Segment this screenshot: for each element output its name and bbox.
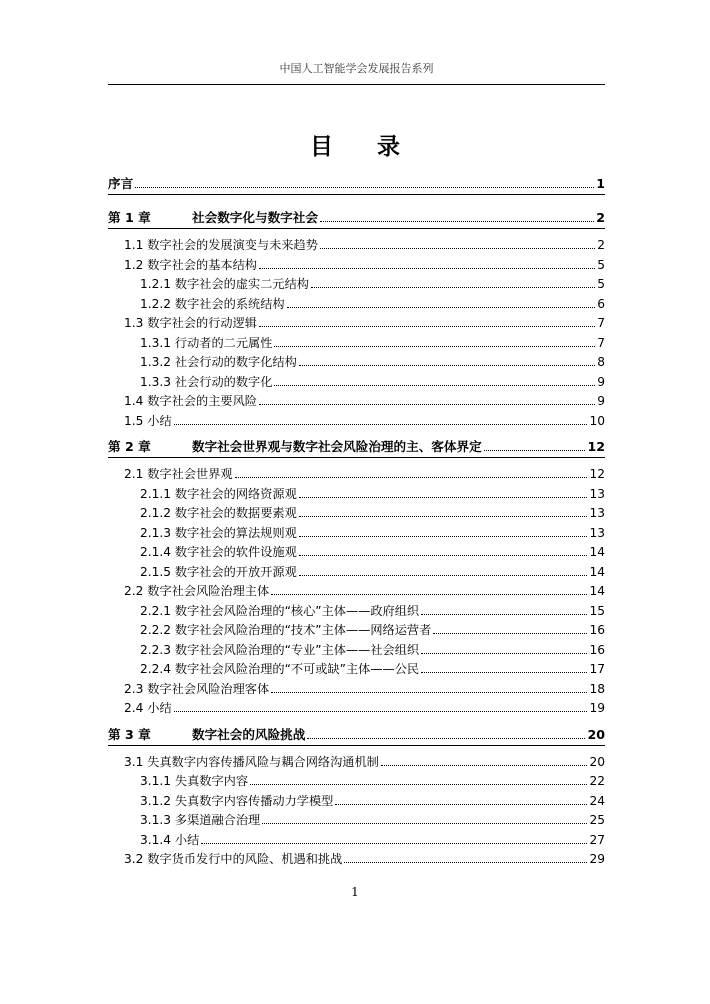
toc-entry-number: 3.1 [124, 754, 144, 769]
toc-page-number: 2 [596, 210, 605, 225]
toc-entry-number: 1.2 [124, 257, 144, 272]
toc-entry[interactable] [108, 769, 605, 789]
toc-entry-number: 1.2.2 [140, 296, 172, 311]
toc-entry-number: 3.1.1 [140, 774, 172, 788]
toc-entry-text: 序言 [108, 176, 134, 191]
toc-entry-text: 数字社会的系统结构 [174, 296, 285, 311]
toc-entry-text: 数字社会风险治理客体 [147, 681, 270, 696]
toc-entry-text: 小结 [174, 832, 200, 847]
toc-entry-number: 2.1.3 [140, 525, 172, 540]
toc-page-number: 1 [596, 176, 605, 191]
toc-entry[interactable] [108, 638, 605, 658]
toc-entry[interactable] [108, 350, 605, 370]
toc-page-number: 5 [597, 257, 605, 272]
toc-entry-text: 数字社会风险治理的“技术”主体——网络运营者 [174, 623, 432, 637]
dot-leader [274, 346, 595, 347]
toc-entry[interactable] [108, 540, 605, 560]
dot-leader [174, 424, 588, 425]
toc-entry-text: 社会行动的数字化结构 [174, 355, 297, 369]
toc-entry-label [124, 257, 257, 273]
toc-entry-label [140, 525, 297, 541]
toc-page-number: 13 [589, 525, 605, 540]
toc-entry[interactable] [108, 696, 605, 716]
toc-page-number: 20 [589, 754, 605, 769]
toc-entry[interactable] [108, 311, 605, 331]
chapter-rule [108, 457, 605, 458]
toc-entry-number: 2.2.4 [140, 662, 172, 676]
dot-leader [344, 862, 587, 863]
toc-page-number: 16 [589, 623, 605, 637]
toc-entry-text: 数字货币发行中的风险、机遇和挑战 [147, 852, 343, 866]
toc-entry-text: 数字社会的基本结构 [147, 257, 257, 272]
toc-entry-number: 3.1.4 [140, 832, 172, 847]
toc-page-number: 14 [589, 584, 605, 598]
toc-page-number: 20 [587, 726, 605, 742]
toc-entry-label [140, 832, 199, 848]
toc-entry[interactable] [108, 750, 605, 770]
chapter-rule [108, 745, 605, 746]
toc-page-number: 10 [589, 413, 605, 428]
toc-entry[interactable] [108, 808, 605, 828]
toc-chapter-entry[interactable] [108, 435, 605, 455]
toc-page-number: 9 [597, 374, 605, 389]
dot-leader [421, 614, 587, 615]
toc-entry-text: 小结 [147, 701, 172, 715]
toc-entry-number: 第 3 章 [108, 726, 151, 742]
toc-entry-text: 数字社会的行动逻辑 [147, 316, 257, 330]
toc-entry-label [124, 466, 233, 482]
toc-entry-text: 数字社会的发展演变与未来趋势 [147, 238, 318, 252]
dot-leader [174, 711, 588, 712]
toc-entry-number: 3.1.2 [140, 793, 172, 808]
toc-page-number: 17 [589, 662, 605, 676]
toc-page-number: 6 [597, 296, 605, 311]
toc-entry-label [140, 335, 272, 351]
toc-page-number: 14 [589, 545, 605, 559]
toc-page-number: 13 [589, 486, 605, 501]
toc-page-number: 8 [597, 355, 605, 369]
toc-entry[interactable] [108, 482, 605, 502]
dot-leader [299, 516, 588, 517]
toc-page-number: 5 [597, 277, 605, 291]
toc-entry-label [108, 210, 318, 226]
dot-leader [335, 804, 587, 805]
toc-entry-label [108, 727, 305, 743]
toc-entry-label [140, 544, 297, 560]
toc-entry-text: 数字社会的网络资源观 [174, 486, 297, 501]
header-rule [108, 84, 605, 85]
toc-entry-label [140, 276, 309, 292]
toc-entry[interactable] [108, 501, 605, 521]
toc-entry[interactable] [108, 272, 605, 292]
toc-entry-label [140, 773, 248, 789]
toc-entry-label [124, 700, 172, 716]
dot-leader [259, 268, 595, 269]
toc-entry-label [140, 661, 419, 677]
toc-page-number: 29 [589, 852, 605, 866]
toc-entry[interactable] [108, 409, 605, 429]
toc-entry-label [140, 603, 419, 619]
toc-entry[interactable] [108, 253, 605, 273]
toc-entry-text: 小结 [147, 413, 172, 428]
toc-entry-text: 行动者的二元属性 [174, 335, 273, 350]
dot-leader [299, 497, 588, 498]
toc-entry-number: 1.3.3 [140, 374, 172, 389]
toc-entry-label [140, 564, 297, 580]
toc-page-number: 18 [589, 681, 605, 696]
toc-entry-number: 2.2 [124, 584, 144, 598]
toc-entry-number: 2.2.2 [140, 623, 172, 637]
toc-entry-text: 数字社会的软件设施观 [174, 545, 297, 559]
toc-entry-label [124, 237, 318, 253]
dot-leader [287, 307, 595, 308]
toc-entry[interactable] [108, 233, 605, 253]
dot-leader [201, 843, 587, 844]
page-number: 1 [351, 885, 359, 899]
toc-entry-number: 3.1.3 [140, 813, 172, 827]
toc-page-number: 13 [589, 506, 605, 520]
toc-entry-label [124, 583, 269, 599]
dot-leader [320, 221, 594, 222]
toc-entry-text: 社会行动的数字化 [174, 374, 273, 389]
dot-leader [271, 594, 587, 595]
toc-entry[interactable] [108, 828, 605, 848]
dot-leader [433, 633, 587, 634]
toc-entry-number: 2.2.3 [140, 642, 172, 657]
toc-entry[interactable] [108, 677, 605, 697]
toc-entry-text: 数字社会风险治理的“核心”主体——政府组织 [174, 603, 420, 618]
toc-page-number: 22 [589, 774, 605, 788]
toc-entry-text: 失真数字内容传播动力学模型 [174, 793, 334, 808]
toc-entry-number: 1.3.2 [140, 355, 172, 369]
toc-entry-label [124, 315, 257, 331]
toc-entry[interactable] [108, 462, 605, 482]
toc-entry-label [124, 393, 257, 409]
toc-chapter-entry[interactable] [108, 723, 605, 743]
toc-page-number: 24 [589, 793, 605, 808]
dot-leader [299, 575, 588, 576]
dot-leader [299, 555, 588, 556]
toc-page-number: 14 [589, 564, 605, 579]
toc-entry[interactable] [108, 521, 605, 541]
toc-entry-label [108, 439, 482, 455]
dot-leader [299, 536, 588, 537]
toc-entry-number: 2.3 [124, 681, 144, 696]
page-title: 目 录 [309, 134, 418, 160]
dot-leader [421, 672, 587, 673]
toc-entry-text: 数字社会世界观与数字社会风险治理的主、客体界定 [192, 439, 482, 454]
dot-leader [262, 823, 587, 824]
toc-entry-text: 数字社会的主要风险 [147, 394, 257, 408]
toc-entry[interactable] [108, 599, 605, 619]
toc-page-number: 25 [589, 813, 605, 827]
toc-entry-text: 失真数字内容 [174, 774, 249, 788]
toc-entry-label [140, 296, 285, 312]
toc-entry[interactable] [108, 389, 605, 409]
toc-entry[interactable] [108, 579, 605, 599]
toc-entry-number: 1.4 [124, 394, 144, 408]
toc-entry-label [140, 486, 297, 502]
toc-entry[interactable] [108, 789, 605, 809]
toc-entry[interactable] [108, 618, 605, 638]
toc-entry-label [140, 812, 260, 828]
toc-entry-number: 2.1.4 [140, 545, 172, 559]
toc-entry-text: 数字社会风险治理的“不可或缺”主体——公民 [174, 662, 420, 676]
toc-entry-label [140, 793, 333, 809]
toc-entry[interactable] [108, 292, 605, 312]
dot-leader [259, 404, 595, 405]
toc-page-number: 12 [587, 439, 605, 454]
toc-entry-text: 多渠道融合治理 [174, 813, 261, 827]
toc-entry-text: 数字社会的虚实二元结构 [174, 277, 309, 291]
toc-entry[interactable] [108, 657, 605, 677]
toc-entry-text: 失真数字内容传播风险与耦合网络沟通机制 [147, 754, 379, 769]
toc-entry-text: 数字社会的数据要素观 [174, 506, 297, 520]
dot-leader [381, 765, 588, 766]
toc-page-number: 7 [597, 316, 605, 330]
dot-leader [311, 287, 595, 288]
toc-entry-number: 2.1.2 [140, 506, 172, 520]
toc-entry-number: 2.1.5 [140, 564, 172, 579]
toc-entry-label [124, 681, 269, 697]
toc-entry[interactable] [108, 847, 605, 867]
toc-page-number: 7 [597, 335, 605, 350]
toc-page-number: 15 [589, 603, 605, 618]
toc-entry-number: 3.2 [124, 852, 144, 866]
dot-leader [235, 477, 588, 478]
toc-entry-label [140, 622, 431, 638]
running-header: 中国人工智能学会发展报告系列 [279, 62, 434, 75]
toc-entry-text: 数字社会风险治理的“专业”主体——社会组织 [174, 642, 420, 657]
toc-entry[interactable] [108, 331, 605, 351]
toc-entry-number: 2.1.1 [140, 486, 172, 501]
dot-leader [250, 784, 587, 785]
toc-entry-number: 1.1 [124, 238, 144, 252]
toc-entry-number: 1.5 [124, 413, 144, 428]
toc-page-number: 12 [589, 467, 605, 481]
toc-page-number: 2 [597, 238, 605, 252]
toc-entry-number: 第 2 章 [108, 439, 151, 454]
toc-entry[interactable] [108, 370, 605, 390]
toc-entry-label [108, 176, 133, 192]
toc-entry-label [124, 413, 172, 429]
toc-entry[interactable] [108, 560, 605, 580]
dot-leader [484, 450, 586, 451]
toc-entry-label [140, 354, 297, 370]
toc-entry-label [140, 374, 272, 390]
toc-entry-number: 1.2.1 [140, 277, 172, 291]
dot-leader [274, 385, 595, 386]
toc-entry-text: 数字社会的风险挑战 [192, 726, 306, 742]
toc-entry-number: 2.1 [124, 467, 144, 481]
toc-chapter-entry[interactable] [108, 172, 605, 192]
toc-entry-label [140, 505, 297, 521]
dot-leader [259, 326, 595, 327]
toc-page-number: 19 [589, 701, 605, 715]
toc-entry-number: 2.2.1 [140, 603, 172, 618]
toc-page-number: 27 [589, 832, 605, 847]
toc-entry-number: 1.3.1 [140, 335, 172, 350]
toc-page-number: 16 [589, 642, 605, 657]
chapter-rule [108, 194, 605, 195]
toc-entry-label [140, 642, 419, 658]
dot-leader [299, 365, 595, 366]
dot-leader [320, 248, 595, 249]
toc-entry-text: 数字社会的开放开源观 [174, 564, 297, 579]
toc-entry-text: 数字社会的算法规则观 [174, 525, 297, 540]
toc-chapter-entry[interactable] [108, 206, 605, 226]
toc-entry-text: 社会数字化与数字社会 [192, 210, 318, 225]
toc-page-number: 9 [597, 394, 605, 408]
toc-entry-label [124, 754, 379, 770]
dot-leader [135, 187, 594, 188]
toc-entry-label [124, 851, 342, 867]
chapter-rule [108, 228, 605, 229]
toc-entry-text: 数字社会世界观 [147, 467, 233, 481]
toc-entry-number: 2.4 [124, 701, 144, 715]
toc-entry-number: 第 1 章 [108, 210, 151, 225]
dot-leader [421, 653, 587, 654]
dot-leader [307, 738, 585, 739]
toc-entry-number: 1.3 [124, 316, 144, 330]
dot-leader [271, 692, 587, 693]
toc-entry-text: 数字社会风险治理主体 [147, 584, 270, 598]
